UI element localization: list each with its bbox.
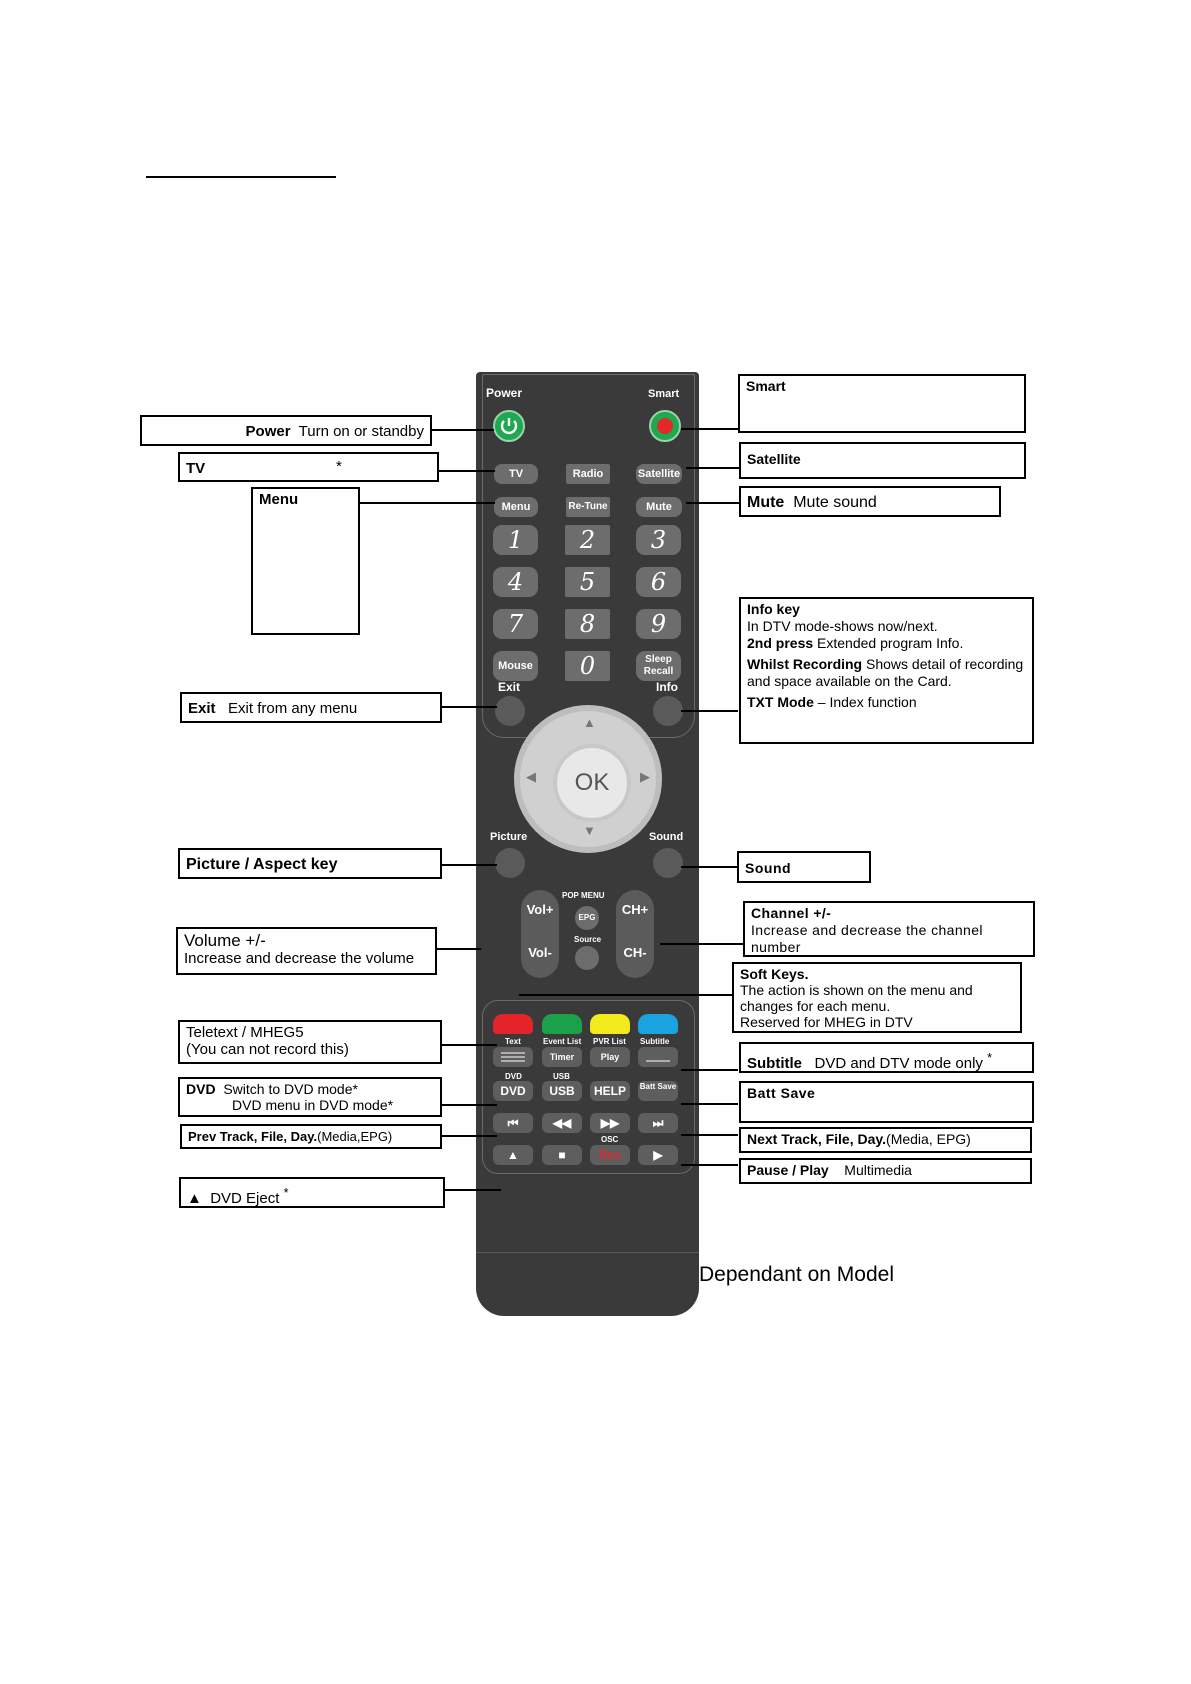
teletext-callout-line1: Teletext / MHEG5 <box>186 1024 304 1041</box>
smart-callout-key: Smart <box>746 378 786 394</box>
prev-track-button[interactable] <box>493 1113 533 1133</box>
digit-9-button[interactable]: 9 <box>636 609 681 639</box>
digit-5-button[interactable]: 5 <box>565 567 610 597</box>
right-arrow-icon[interactable]: ▶ <box>640 769 650 784</box>
rewind-button[interactable] <box>542 1113 582 1133</box>
subtitle-icon <box>638 1047 678 1067</box>
footnote: Dependant on Model <box>699 1263 894 1286</box>
stop-button[interactable] <box>542 1145 582 1165</box>
teletext-icon <box>493 1047 533 1067</box>
sound-label: Sound <box>649 831 684 843</box>
batt-save-button[interactable]: Batt Save <box>638 1081 678 1101</box>
power-button[interactable] <box>493 410 525 442</box>
menu-callout <box>251 487 360 635</box>
channel-connector <box>660 943 743 945</box>
tv-connector <box>439 470 495 472</box>
info-callout-line4-desc: – Index function <box>817 694 917 710</box>
power-callout-key: Power <box>245 423 291 440</box>
teletext-callout <box>178 1020 442 1064</box>
vol-minus-label[interactable]: Vol- <box>528 945 552 960</box>
info-button[interactable] <box>653 696 683 726</box>
softkeys-connector <box>519 994 732 996</box>
softkeys-callout-key: Soft Keys. <box>740 966 809 982</box>
pause-connector <box>681 1164 738 1166</box>
pause-callout-key: Pause / Play <box>747 1162 829 1178</box>
prev-connector <box>441 1135 497 1137</box>
dvd-callout-line1: Switch to DVD mode* <box>223 1081 358 1097</box>
pause-callout-desc: Multimedia <box>844 1162 912 1178</box>
dvd-button[interactable]: DVD <box>493 1081 533 1101</box>
tv-callout-key: TV <box>186 460 206 477</box>
ch-plus-label[interactable]: CH+ <box>621 902 649 917</box>
softkeys-callout-line2: Reserved for MHEG in DTV <box>740 1014 913 1030</box>
next-connector <box>681 1134 738 1136</box>
exit-callout-key: Exit <box>188 700 216 717</box>
volume-rocker[interactable] <box>521 890 559 978</box>
section-heading-underline <box>146 176 336 178</box>
remote-divider <box>476 1252 699 1253</box>
dvd-small-label: DVD <box>505 1072 522 1081</box>
mute-callout-key: Mute <box>747 494 785 511</box>
mute-callout <box>739 486 1001 517</box>
subtitle-callout-key: Subtitle <box>747 1055 802 1072</box>
osc-label: OSC <box>601 1135 619 1144</box>
ok-button[interactable]: OK <box>553 744 631 822</box>
exit-label: Exit <box>498 680 521 694</box>
eject-callout-key: DVD Eject <box>210 1190 280 1207</box>
retune-button[interactable]: Re-Tune <box>566 497 610 517</box>
info-callout-line2-key: 2nd press <box>747 635 814 651</box>
teletext-button[interactable] <box>493 1047 533 1067</box>
next-callout-desc: (Media, EPG) <box>886 1131 971 1147</box>
sound-connector <box>681 866 738 868</box>
green-button[interactable] <box>542 1014 582 1034</box>
digit-7-button[interactable]: 7 <box>493 609 538 639</box>
usb-small-label: USB <box>553 1072 570 1081</box>
picture-connector <box>441 864 497 866</box>
teletext-connector <box>441 1044 497 1046</box>
satellite-button[interactable]: Satellite <box>636 464 682 484</box>
satellite-callout-key: Satellite <box>747 451 801 467</box>
yellow-button[interactable] <box>590 1014 630 1034</box>
satellite-callout <box>739 442 1026 479</box>
volume-callout <box>176 927 437 975</box>
softkeys-callout-line1: The action is shown on the menu and changes for each menu. <box>740 982 973 1014</box>
info-label: Info <box>656 680 678 694</box>
prev-callout-desc: (Media,EPG) <box>317 1129 393 1144</box>
tv-callout <box>178 452 439 482</box>
softkeys-callout <box>732 962 1022 1033</box>
channel-callout-desc: Increase and decrease the channel number <box>751 922 983 955</box>
next-track-button[interactable] <box>638 1113 678 1133</box>
digit-3-button[interactable]: 3 <box>636 525 681 555</box>
prev-callout <box>180 1124 442 1149</box>
play-list-button[interactable]: Play <box>590 1047 630 1067</box>
eject-button[interactable] <box>493 1145 533 1165</box>
tv-callout-star: * <box>336 458 342 475</box>
picture-label: Picture <box>490 831 528 843</box>
subtitle-button[interactable] <box>638 1047 678 1067</box>
digit-2-button[interactable]: 2 <box>565 525 610 555</box>
power-label: Power <box>486 386 523 400</box>
eject-callout-star: * <box>283 1186 289 1200</box>
navigation-pad[interactable] <box>514 705 662 853</box>
event-list-label: Event List <box>543 1037 582 1046</box>
pause-play-icon: ▶ <box>653 1148 663 1162</box>
info-callout <box>739 597 1034 744</box>
usb-button[interactable]: USB <box>542 1081 582 1101</box>
vol-plus-label[interactable]: Vol+ <box>526 902 554 917</box>
blue-button[interactable] <box>638 1014 678 1034</box>
source-button[interactable] <box>575 946 599 970</box>
satellite-connector <box>686 467 739 469</box>
dvd-connector <box>441 1104 497 1106</box>
prev-track-icon: ⏮ <box>507 1116 519 1130</box>
digit-8-button[interactable]: 8 <box>565 609 610 639</box>
smart-callout <box>738 374 1026 433</box>
eject-callout-icon: ▲ <box>187 1190 202 1207</box>
pause-play-button[interactable] <box>638 1145 678 1165</box>
tv-button[interactable]: TV <box>494 464 538 484</box>
smart-icon <box>657 418 673 434</box>
source-label: Source <box>574 935 602 944</box>
smart-label: Smart <box>648 388 680 400</box>
subtitle-callout-desc: DVD and DTV mode only <box>814 1055 983 1072</box>
rewind-icon: ◀◀ <box>552 1116 572 1130</box>
exit-connector <box>441 706 497 708</box>
subtitle-callout <box>739 1042 1034 1073</box>
sleep-recall-button[interactable]: Sleep Recall <box>636 651 681 681</box>
digit-0-button[interactable]: 0 <box>565 651 610 681</box>
digit-4-button[interactable]: 4 <box>493 567 538 597</box>
exit-callout <box>180 692 442 723</box>
batt-callout <box>739 1081 1034 1123</box>
stop-icon: ■ <box>558 1148 566 1162</box>
dvd-callout-key: DVD <box>186 1081 216 1097</box>
sound-callout-key: Sound <box>745 860 792 876</box>
pop-menu-label: POP MENU <box>562 891 605 900</box>
power-callout-desc: Turn on or standby <box>298 423 424 440</box>
digit-6-button[interactable]: 6 <box>636 567 681 597</box>
power-callout <box>140 415 432 446</box>
eject-connector <box>445 1189 501 1191</box>
batt-callout-key: Batt Save <box>747 1085 816 1101</box>
prev-callout-key: Prev Track, File, Day. <box>188 1129 318 1144</box>
sound-callout <box>737 851 871 883</box>
info-callout-line4-key: TXT Mode <box>747 694 814 710</box>
left-arrow-icon[interactable]: ◀ <box>526 769 536 784</box>
channel-callout-key: Channel +/- <box>751 905 832 921</box>
smart-button[interactable] <box>649 410 681 442</box>
sound-button[interactable] <box>653 848 683 878</box>
volume-callout-key: Volume +/- <box>184 931 266 950</box>
info-callout-line3-key: Whilst Recording <box>747 656 863 672</box>
channel-rocker[interactable] <box>616 890 654 978</box>
eject-icon: ▲ <box>507 1148 519 1162</box>
red-button[interactable] <box>493 1014 533 1034</box>
fast-forward-button[interactable] <box>590 1113 630 1133</box>
channel-callout <box>743 901 1035 957</box>
pvr-list-label: PVR List <box>593 1037 626 1046</box>
menu-connector <box>359 502 495 504</box>
power-connector <box>431 429 494 431</box>
next-callout <box>739 1127 1032 1153</box>
subtitle-label: Subtitle <box>640 1037 670 1046</box>
epg-button[interactable]: EPG <box>575 906 599 930</box>
subtitle-callout-star: * <box>987 1051 992 1065</box>
exit-button[interactable] <box>495 696 525 726</box>
picture-callout-key: Picture / Aspect key <box>186 856 338 873</box>
info-callout-line3-desc: Shows detail of recording and space available on the Card. <box>747 656 1024 689</box>
radio-button[interactable]: Radio <box>566 464 610 484</box>
mute-connector <box>686 502 739 504</box>
menu-button[interactable]: Menu <box>494 497 538 517</box>
volume-connector <box>436 948 481 950</box>
ch-minus-label[interactable]: CH- <box>623 945 647 960</box>
help-button[interactable]: HELP <box>590 1081 630 1101</box>
next-track-icon: ⏭ <box>652 1116 664 1130</box>
record-button[interactable]: Rec <box>590 1145 630 1165</box>
dvd-callout-line2: DVD menu in DVD mode* <box>232 1097 394 1113</box>
volume-callout-desc: Increase and decrease the volume <box>184 950 415 967</box>
picture-callout <box>178 848 442 879</box>
power-icon <box>495 412 523 440</box>
smart-connector <box>681 428 738 430</box>
info-connector <box>681 710 738 712</box>
info-callout-line2-desc: Extended program Info. <box>817 635 964 651</box>
info-callout-title: Info key <box>747 601 800 617</box>
remote-control <box>476 372 699 1316</box>
up-arrow-icon[interactable]: ▲ <box>583 715 596 730</box>
menu-callout-key: Menu <box>259 491 299 508</box>
mute-button[interactable]: Mute <box>636 497 682 517</box>
down-arrow-icon[interactable]: ▼ <box>583 823 596 838</box>
mute-callout-desc: Mute sound <box>793 494 877 511</box>
fast-forward-icon: ▶▶ <box>600 1116 620 1130</box>
exit-callout-desc: Exit from any menu <box>228 700 358 717</box>
next-callout-key: Next Track, File, Day. <box>747 1131 887 1147</box>
mouse-button[interactable]: Mouse <box>493 651 538 681</box>
picture-button[interactable] <box>495 848 525 878</box>
digit-1-button[interactable]: 1 <box>493 525 538 555</box>
dvd-callout <box>178 1077 442 1117</box>
batt-connector <box>681 1103 738 1105</box>
teletext-callout-line2: (You can not record this) <box>186 1041 349 1058</box>
timer-button[interactable]: Timer <box>542 1047 582 1067</box>
subtitle-connector <box>681 1069 738 1071</box>
text-label: Text <box>505 1037 521 1046</box>
info-callout-line1: In DTV mode-shows now/next. <box>747 618 938 634</box>
pause-callout <box>739 1158 1032 1184</box>
eject-callout <box>179 1177 445 1208</box>
